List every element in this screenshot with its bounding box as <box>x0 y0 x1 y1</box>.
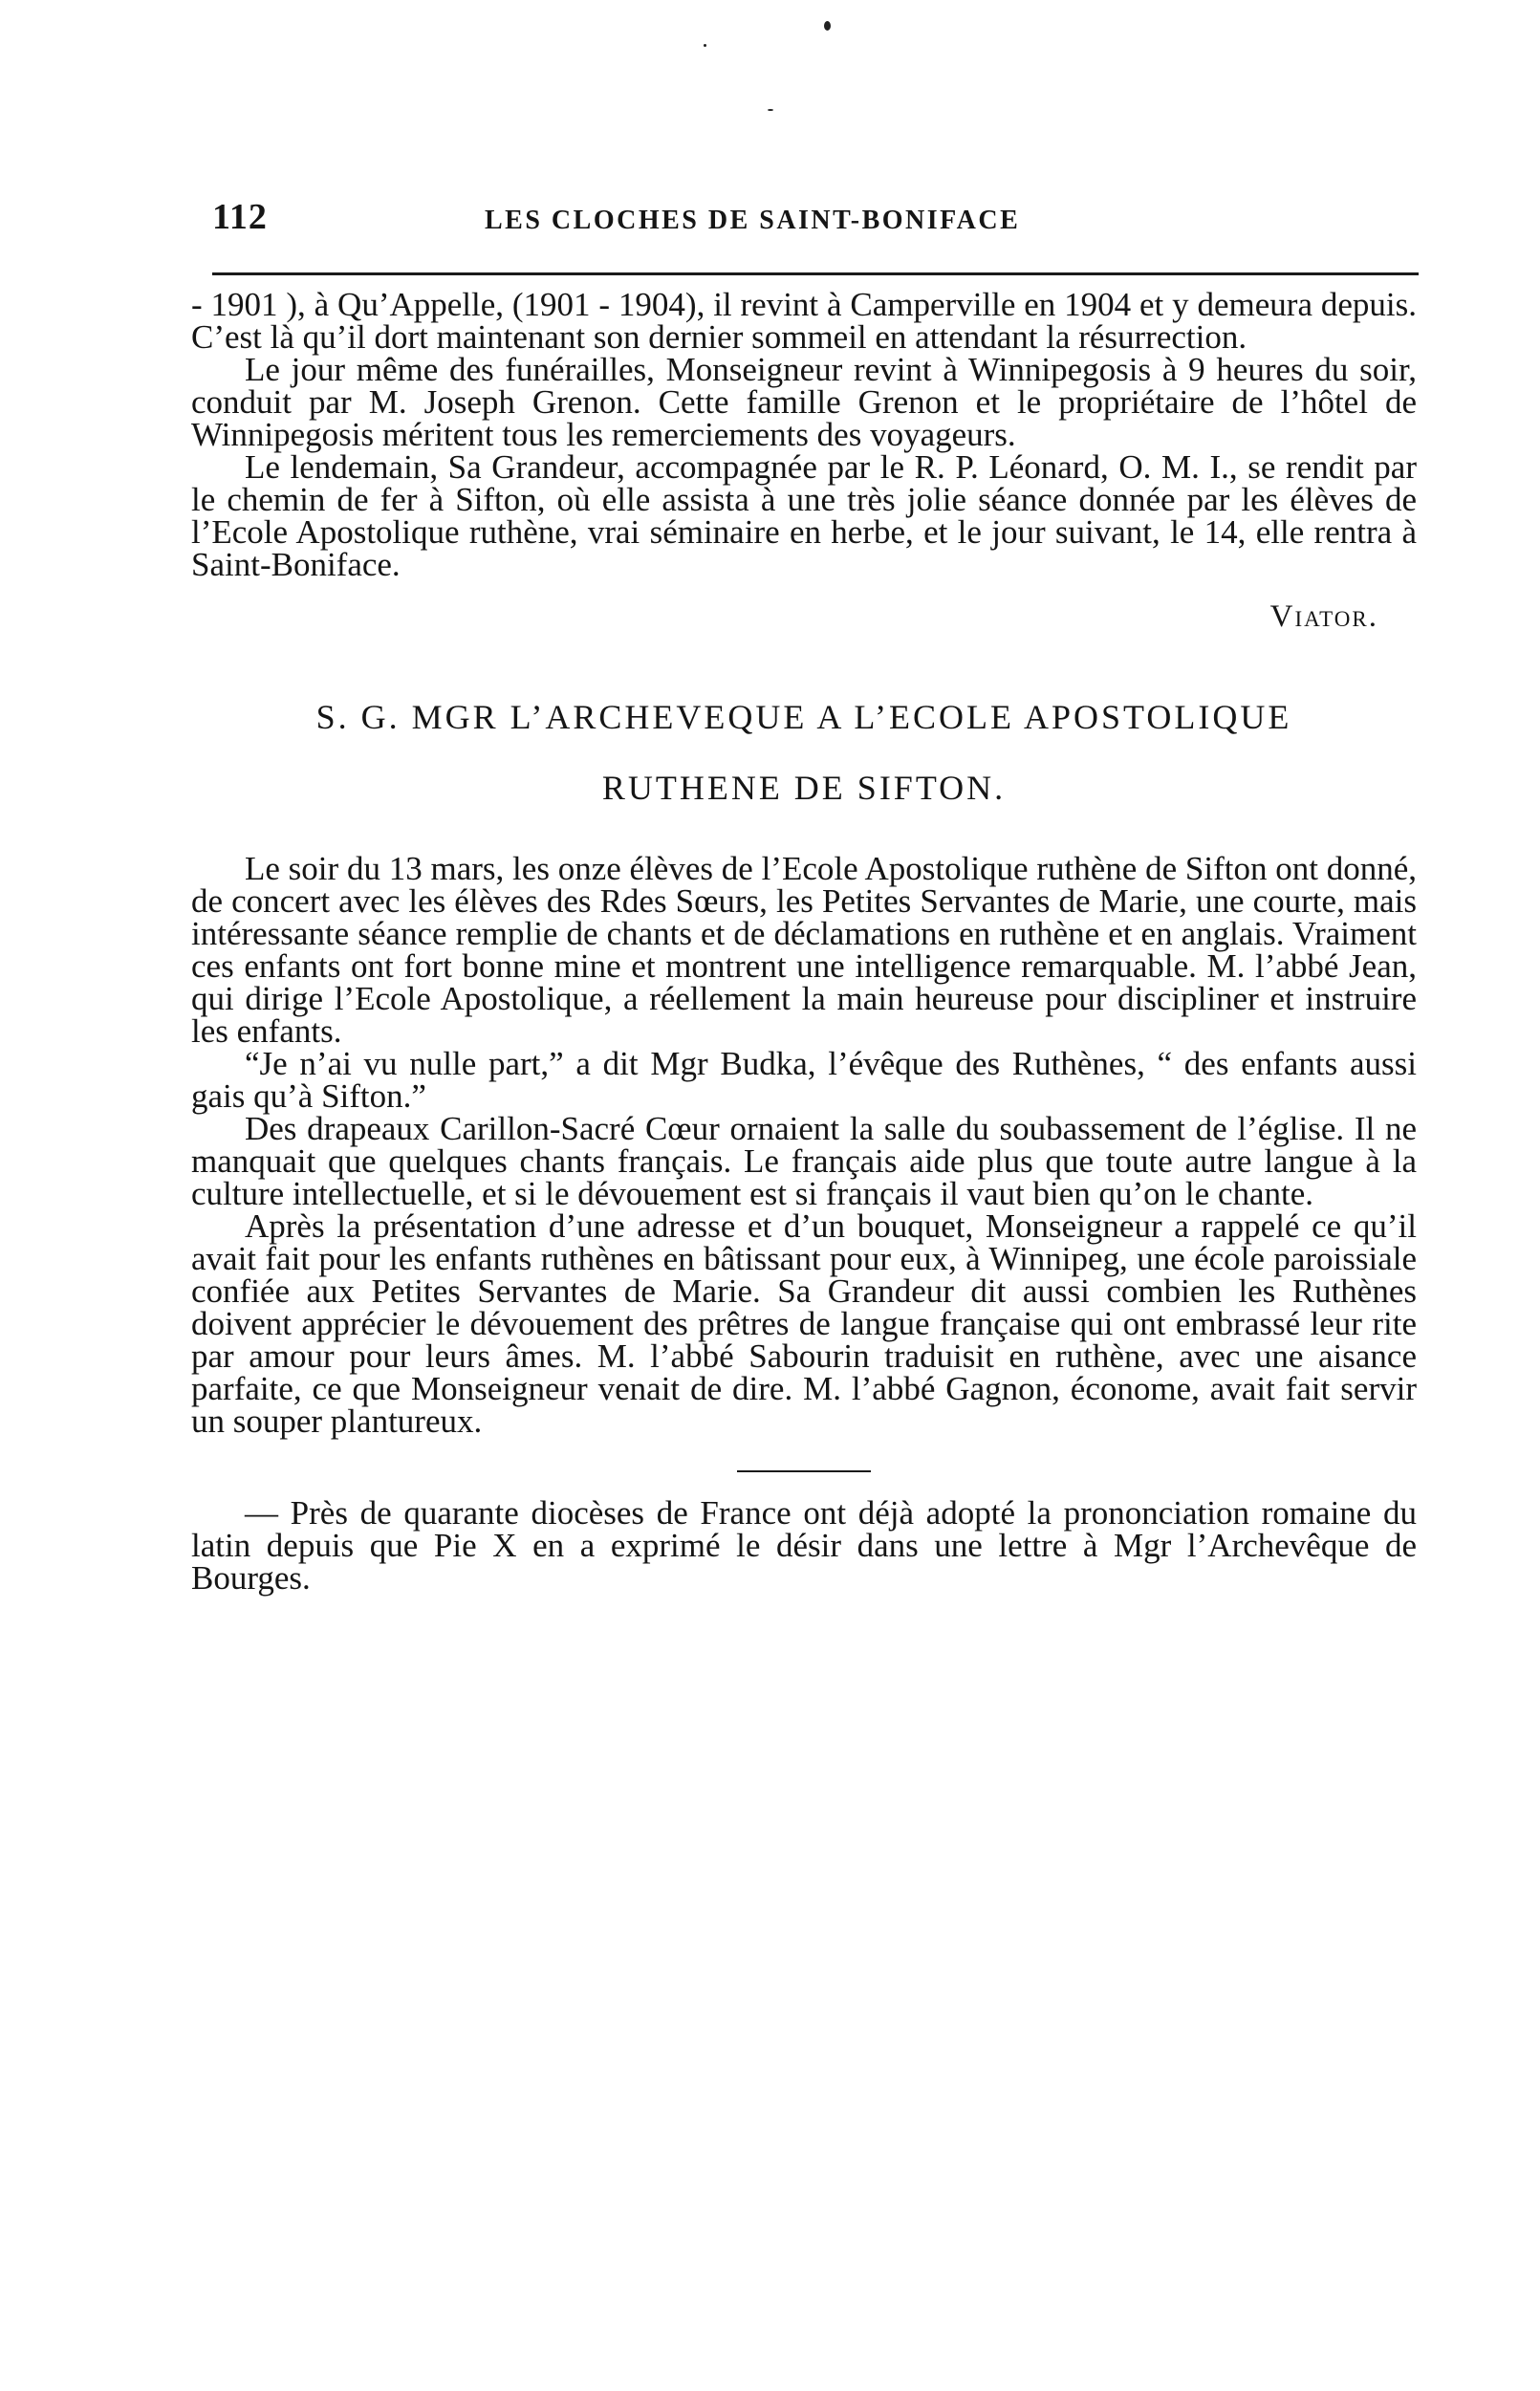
article2-paragraph-1: Le soir du 13 mars, les onze élèves de l’Ecole Apostolique ruthène de Sifton ont donné, de concert avec les élèves des Rdes Sœurs, les Petites Servantes de Marie, une courte, mais intéressante séance remplie de chants et de déclamations en ruthène et en anglais. Vraiment ces enfants ont fort bonne mine et montrent une intelligence remarquable. M. l’abbé Jean, qui dirige l’Ecole Apostolique, a réellement la main heureuse pour discipliner et instruire les enfants. <box>191 850 1417 1050</box>
article1-paragraph-1: - 1901 ), à Qu’Appelle, (1901 - 1904), il revint à Camperville en 1904 et y demeura depuis. C’est là qu’il dort maintenant son dernier sommeil en attendant la résurrection. <box>191 286 1417 356</box>
article2-paragraph-2: “Je n’ai vu nulle part,” a dit Mgr Budka, l’évêque des Ruthènes, “ des enfants aussi gais qu’à Sifton.” <box>191 1045 1417 1115</box>
article1-paragraph-2: Le jour même des funérailles, Monseigneur revint à Winnipegosis à 9 heures du soir, conduit par M. Joseph Grenon. Cette famille Grenon et le propriétaire de l’hôtel de Winnipegosis méritent tous les remerciements des voyageurs. <box>191 351 1417 453</box>
page-number: 112 <box>212 197 268 237</box>
article2-paragraph-4: Après la présentation d’une adresse et d’un bouquet, Monseigneur a rappelé ce qu’il avait fait pour les enfants ruthènes en bâtissant pour eux, à Winnipeg, une école paroissiale confiée aux Petites Servantes de Marie. Sa Grandeur dit aussi combien les Ruthènes doivent apprécier le dévouement des prêtres de langue française qui ont embrassé leur rite par amour pour leurs âmes. M. l’abbé Sabourin traduisit en ruthène, avec une aisance parfaite, ce que Monseigneur venait de dire. M. l’abbé Gagnon, économe, avait fait servir un souper plantureux. <box>191 1207 1417 1440</box>
scan-speck <box>704 44 706 47</box>
footnote-paragraph: — Près de quarante diocèses de France ont déjà adopté la prononciation romaine du latin depuis que Pie X en a exprimé le désir dans une lettre à Mgr l’Archevêque de Bourges. <box>191 1494 1417 1597</box>
header-rule <box>212 272 1419 275</box>
article2-paragraph-3: Des drapeaux Carillon-Sacré Cœur ornaient la salle du soubassement de l’église. Il ne manquait que quelques chants français. Le français aide plus que toute autre langue à la culture intellectuelle, et si le dévouement est si français il vaut bien qu’on le chante. <box>191 1110 1417 1212</box>
article1-signature: Viator. <box>1269 599 1378 634</box>
scan-speck <box>824 21 831 31</box>
article2-heading: S. G. MGR L’ARCHEVEQUE A L’ECOLE APOSTOLIQUE <box>315 698 1292 736</box>
running-title: LES CLOCHES DE SAINT-BONIFACE <box>485 206 1021 235</box>
section-divider <box>737 1470 871 1472</box>
article1-paragraph-3: Le lendemain, Sa Grandeur, accompagnée par le R. P. Léonard, O. M. I., se rendit par le chemin de fer à Sifton, où elle assista à une très jolie séance donnée par les élèves de l’Ecole Apostolique ruthène, vrai séminaire en herbe, et le jour suivant, le 14, elle rentra à Saint-Boniface. <box>191 448 1417 583</box>
article2-subheading: RUTHENE DE SIFTON. <box>601 769 1007 807</box>
scan-speck <box>768 109 773 111</box>
body-text <box>191 286 1417 1597</box>
page-header <box>212 196 1421 253</box>
